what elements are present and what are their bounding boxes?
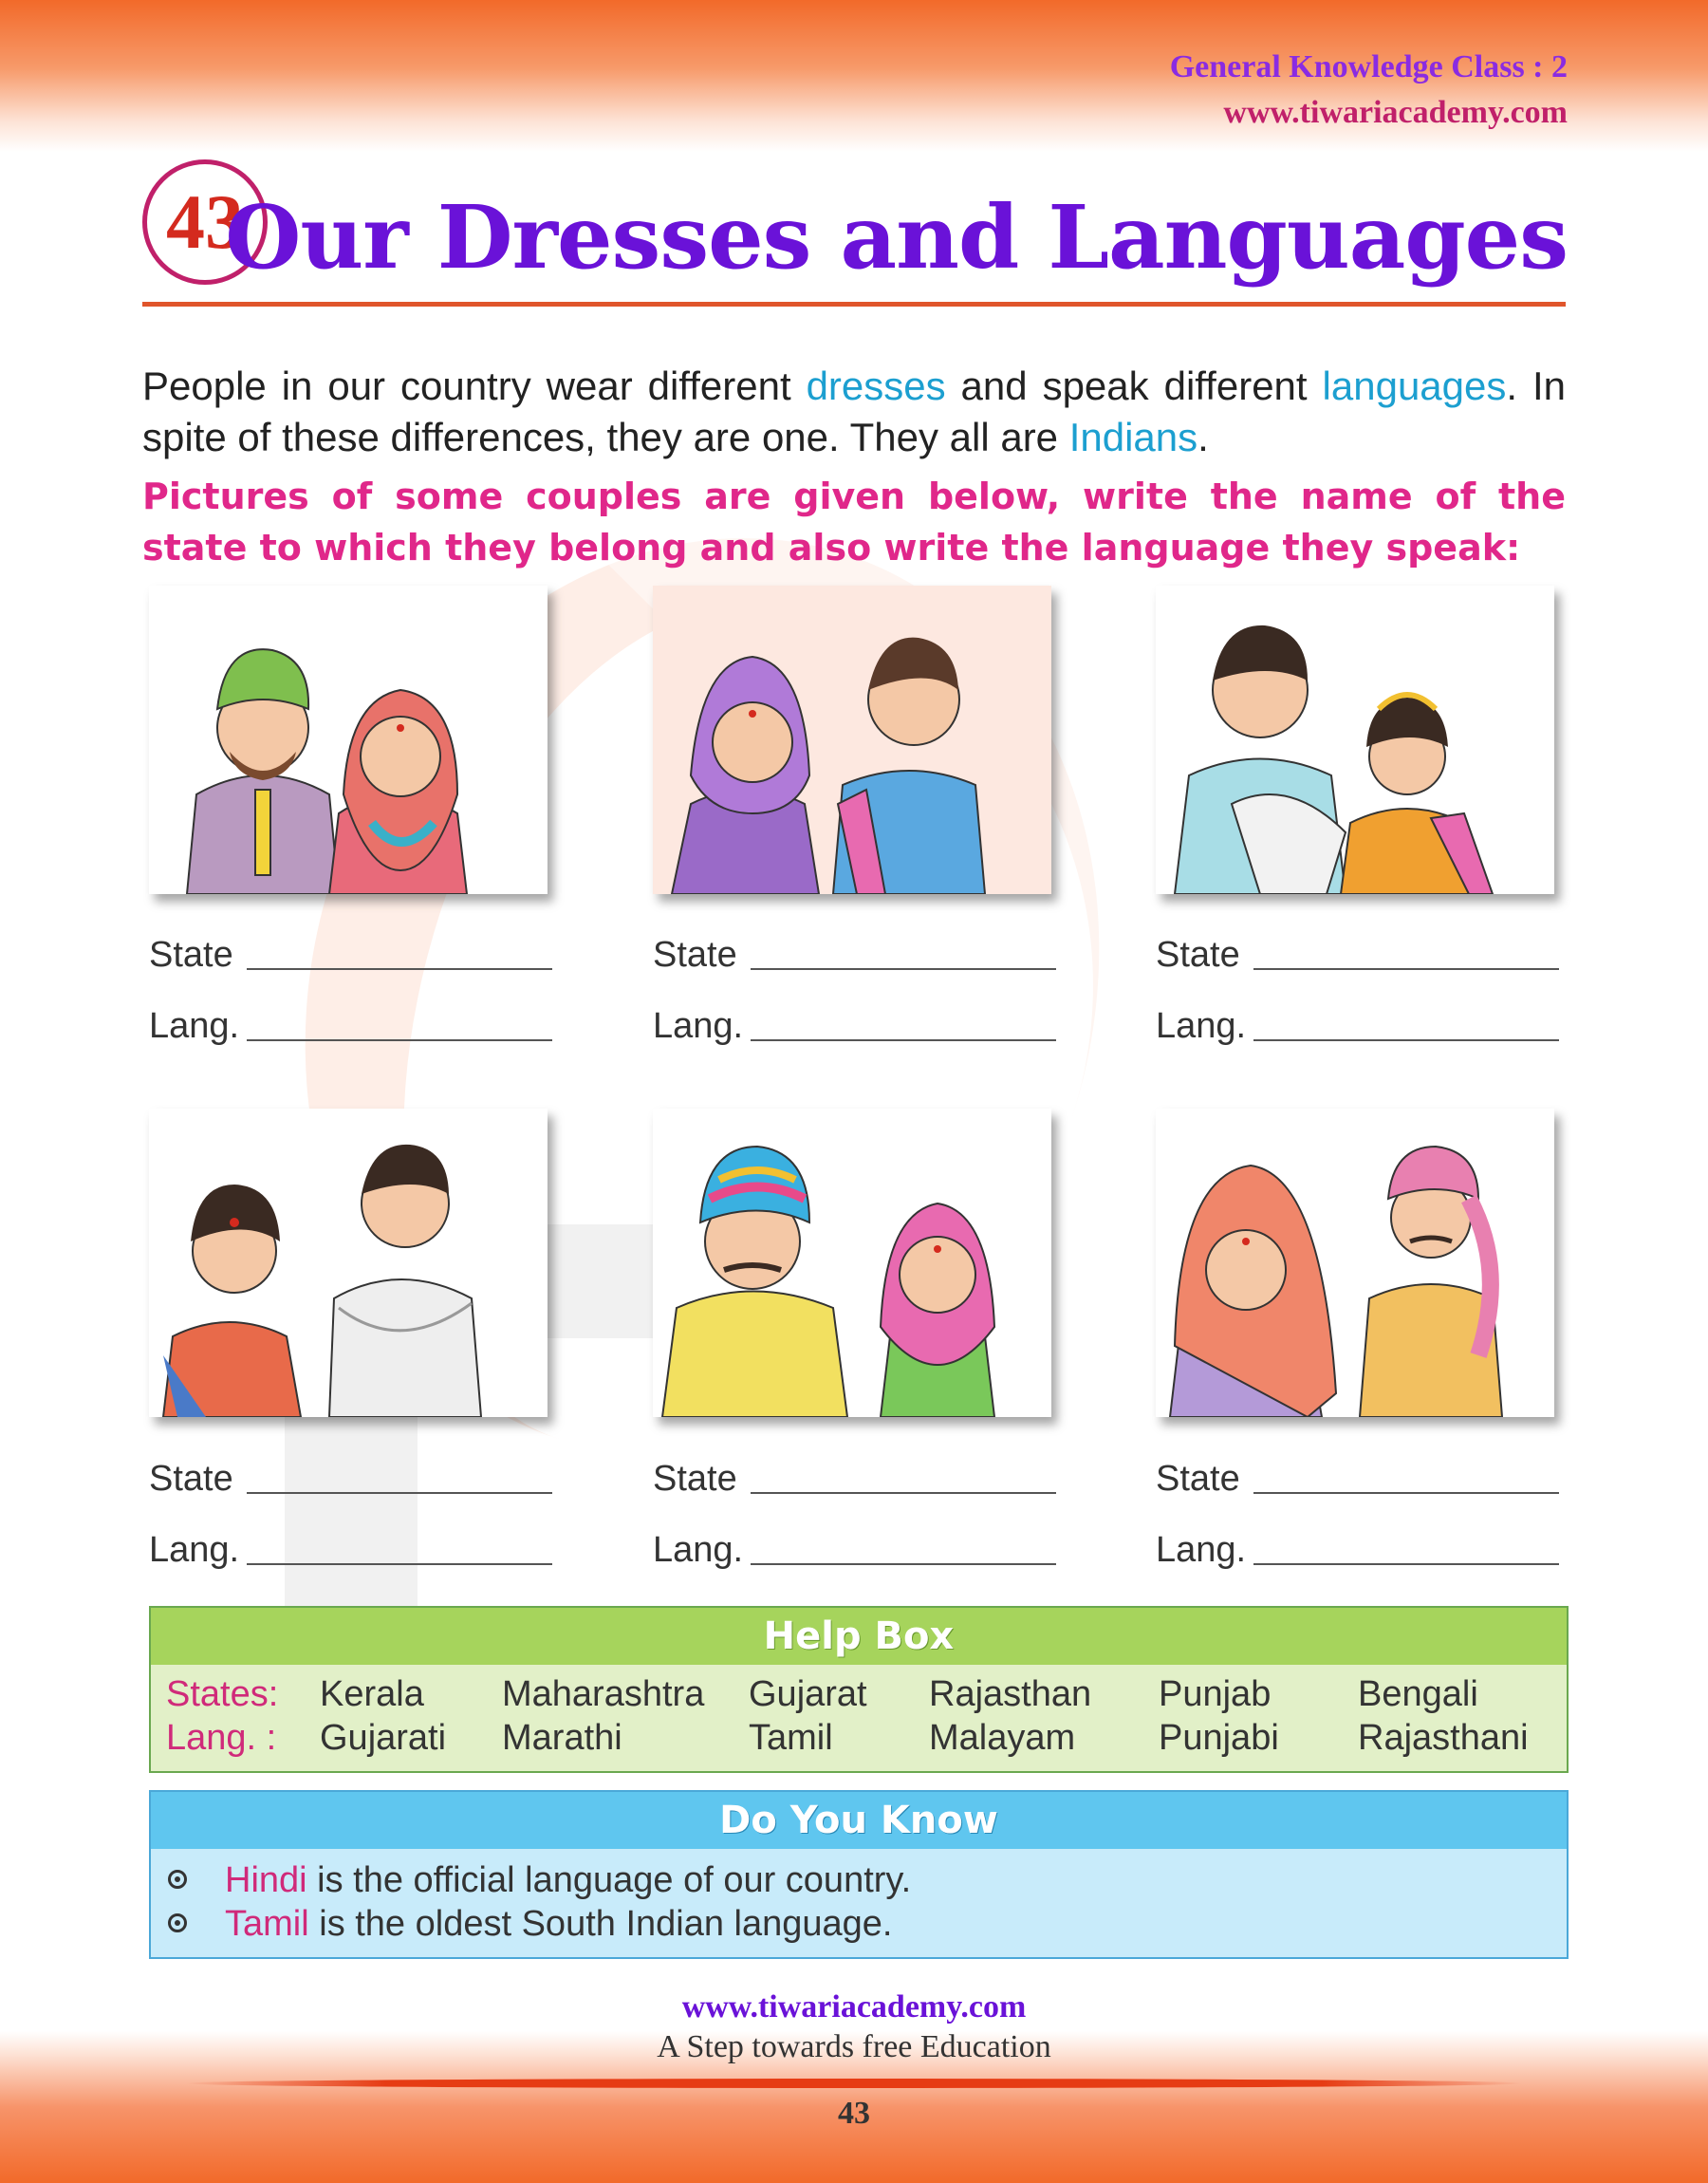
fact-text: is the oldest South Indian language. <box>308 1904 893 1944</box>
instruction-text: Pictures of some couples are given below, write the name of the state to which they belong and also write the language they speak: <box>142 476 1566 569</box>
state-option: Rajasthan <box>929 1674 1092 1714</box>
language-option: Rajasthani <box>1358 1718 1529 1758</box>
fact-highlight: Hindi <box>225 1860 307 1900</box>
couple-picture-6 <box>1156 1109 1554 1417</box>
couple-picture-4 <box>149 1109 548 1417</box>
chapter-title: Our Dresses and Languages <box>225 186 1568 289</box>
lang-field-2[interactable] <box>653 1006 1056 1047</box>
footer-divider <box>185 2079 1523 2088</box>
keyword-dresses: dresses <box>806 364 946 408</box>
chapter-number: 43 <box>142 159 268 285</box>
state-field-5[interactable] <box>653 1459 1056 1500</box>
bengali-couple-illustration <box>653 586 1051 894</box>
couple-picture-2 <box>653 586 1051 894</box>
help-box-title: Help Box <box>151 1608 1567 1665</box>
help-box <box>149 1606 1569 1773</box>
state-option: Punjab <box>1159 1674 1272 1714</box>
lang-label: Lang. <box>1156 1530 1247 1570</box>
lang-answer-line[interactable] <box>247 1039 552 1041</box>
state-answer-line[interactable] <box>751 968 1056 970</box>
lang-field-3[interactable] <box>1156 1006 1559 1047</box>
intro-text: . <box>1197 415 1209 459</box>
do-you-know-title: Do You Know <box>151 1792 1567 1849</box>
title-divider <box>142 302 1566 307</box>
state-option: Bengali <box>1358 1674 1478 1714</box>
language-option: Marathi <box>502 1718 622 1758</box>
couple-picture-1 <box>149 586 548 894</box>
state-option: Gujarat <box>749 1674 867 1714</box>
state-field-3[interactable] <box>1156 935 1559 976</box>
intro-text: People in our country wear different <box>142 364 807 408</box>
state-answer-line[interactable] <box>247 968 552 970</box>
lang-field-5[interactable] <box>653 1530 1056 1571</box>
state-option: Kerala <box>320 1674 424 1714</box>
lang-answer-line[interactable] <box>1253 1039 1559 1041</box>
state-label: State <box>653 1459 737 1499</box>
footer-tagline: A Step towards free Education <box>657 2029 1051 2064</box>
footer-website[interactable]: www.tiwariacademy.com <box>681 1989 1027 2024</box>
bullet-icon <box>168 1870 187 1889</box>
help-languages-row <box>151 1718 1567 1762</box>
state-option: Maharashtra <box>502 1674 705 1714</box>
state-answer-line[interactable] <box>751 1492 1056 1494</box>
maharashtrian-couple-illustration <box>1156 586 1554 894</box>
fact-text: is the official language of our country. <box>306 1860 912 1900</box>
header-website[interactable]: www.tiwariacademy.com <box>1223 95 1568 130</box>
lang-field-6[interactable] <box>1156 1530 1559 1571</box>
class-label: General Knowledge Class : 2 <box>1169 49 1568 84</box>
language-option: Malayam <box>929 1718 1076 1758</box>
page-number: 43 <box>838 2096 870 2131</box>
lang-answer-line[interactable] <box>751 1563 1056 1565</box>
lang-field-1[interactable] <box>149 1006 552 1047</box>
keyword-languages: languages <box>1322 364 1507 408</box>
state-field-1[interactable] <box>149 935 552 976</box>
couple-picture-3 <box>1156 586 1554 894</box>
lang-label: Lang. <box>149 1530 240 1570</box>
state-field-4[interactable] <box>149 1459 552 1500</box>
state-label: State <box>653 935 737 975</box>
couple-picture-5 <box>653 1109 1051 1417</box>
fact-item <box>168 1904 892 1945</box>
help-states-row <box>151 1674 1567 1718</box>
lang-label: Lang. <box>653 1530 744 1570</box>
keyword-indians: Indians <box>1068 415 1198 459</box>
states-label: States: <box>166 1674 279 1714</box>
lang-answer-line[interactable] <box>1253 1563 1559 1565</box>
language-option: Gujarati <box>320 1718 447 1758</box>
lang-answer-line[interactable] <box>247 1563 552 1565</box>
intro-text: and speak different <box>945 364 1323 408</box>
state-answer-line[interactable] <box>1253 968 1559 970</box>
state-label: State <box>1156 1459 1240 1499</box>
bullet-icon <box>168 1913 187 1932</box>
language-option: Punjabi <box>1159 1718 1279 1758</box>
lang-label: Lang. <box>1156 1006 1247 1046</box>
kerala-couple-illustration <box>149 1109 548 1417</box>
state-label: State <box>149 935 233 975</box>
language-option: Tamil <box>749 1718 833 1758</box>
lang-answer-line[interactable] <box>751 1039 1056 1041</box>
gujarati-couple-illustration <box>1156 1109 1554 1417</box>
state-label: State <box>149 1459 233 1499</box>
lang-field-4[interactable] <box>149 1530 552 1571</box>
state-answer-line[interactable] <box>247 1492 552 1494</box>
intro-paragraph <box>142 361 1566 463</box>
state-field-2[interactable] <box>653 935 1056 976</box>
state-field-6[interactable] <box>1156 1459 1559 1500</box>
state-answer-line[interactable] <box>1253 1492 1559 1494</box>
fact-item <box>168 1860 911 1901</box>
lang-label: Lang. <box>149 1006 240 1046</box>
languages-label: Lang. : <box>166 1718 277 1758</box>
do-you-know-box <box>149 1790 1569 1959</box>
intro-text: . In spite of these differences, they are one. They all are <box>142 364 1567 459</box>
state-label: State <box>1156 935 1240 975</box>
fact-highlight: Tamil <box>225 1904 309 1944</box>
lang-label: Lang. <box>653 1006 744 1046</box>
punjabi-couple-illustration <box>149 586 548 894</box>
rajasthani-couple-illustration <box>653 1109 1051 1417</box>
